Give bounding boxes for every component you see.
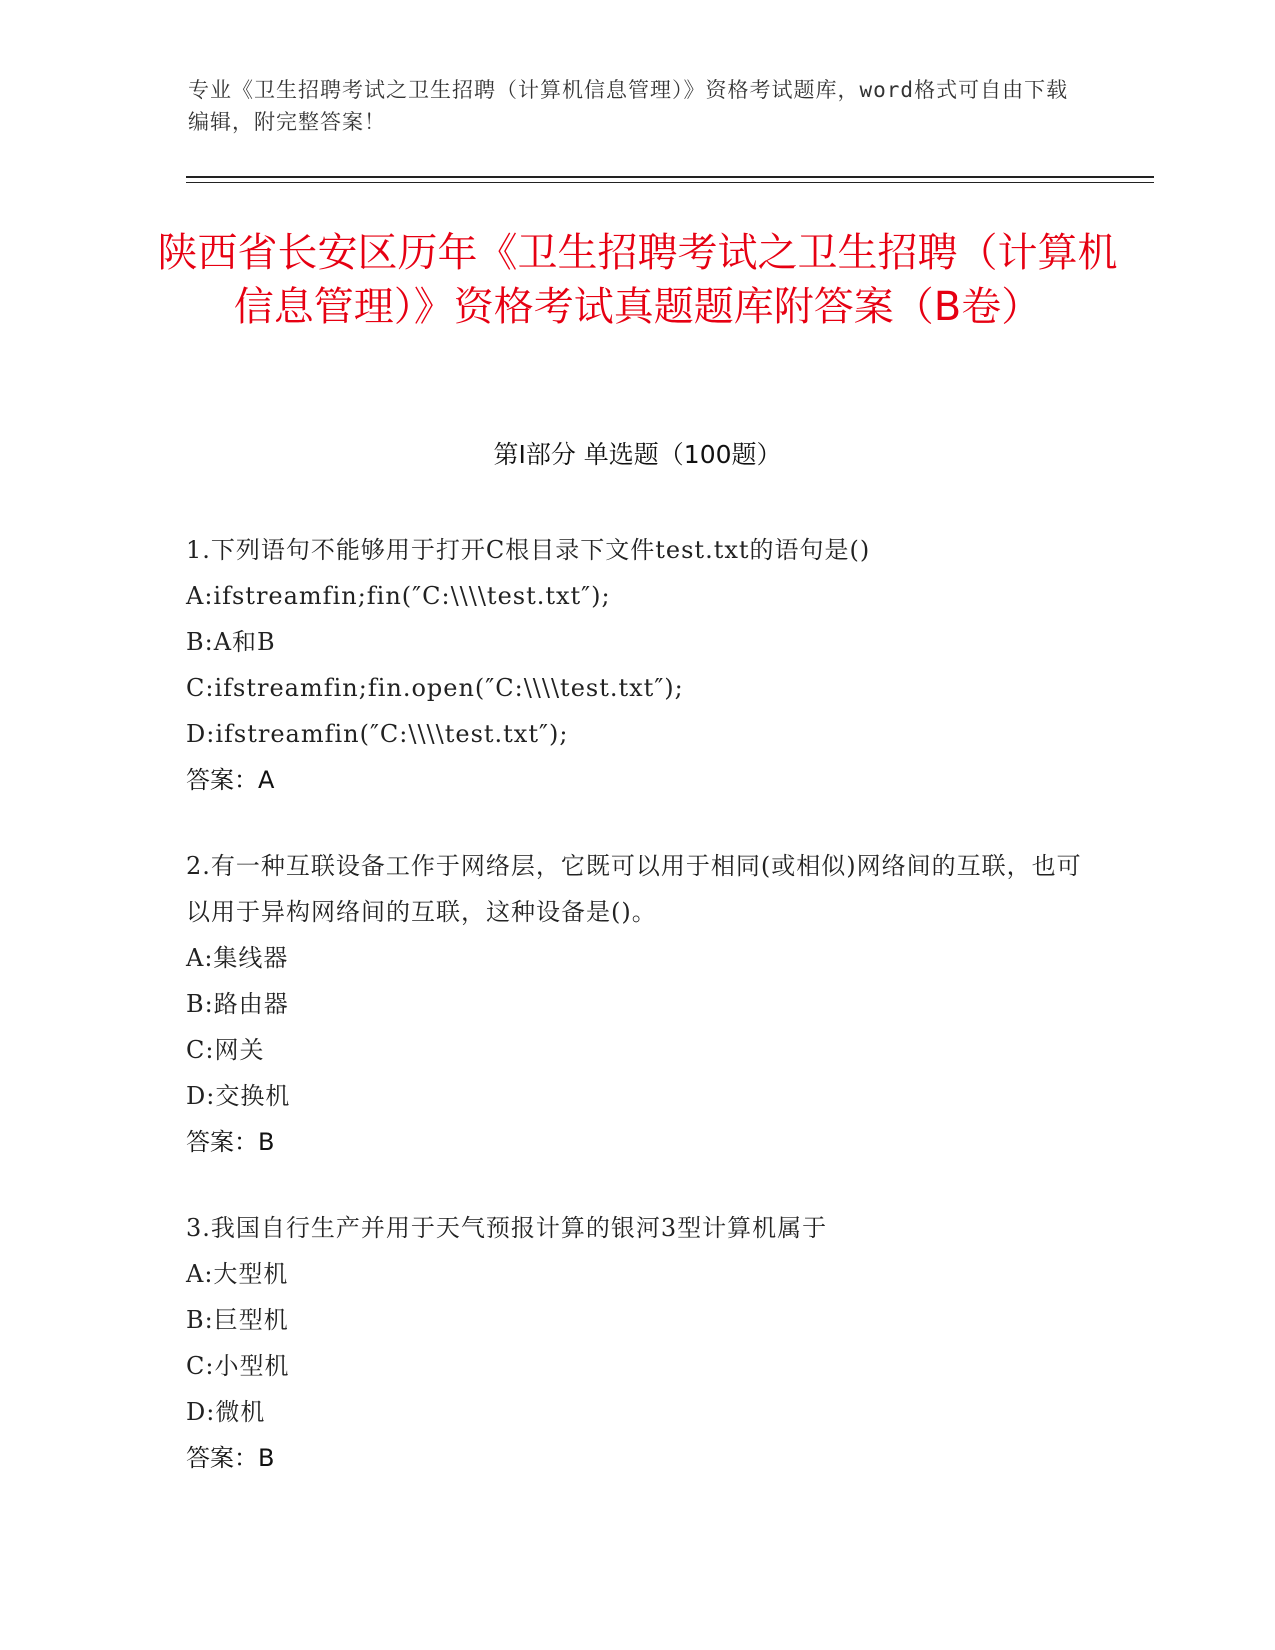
question-option-a: A:ifstreamfin;fin(″C:\\\\test.txt″);	[186, 582, 611, 610]
header-note: 专业《卫生招聘考试之卫生招聘（计算机信息管理）》资格考试题库，word格式可自由下载编辑，附完整答案！	[188, 78, 1069, 134]
question-option-b: B:A和B	[186, 628, 276, 656]
question-option-d: D:微机	[186, 1398, 266, 1426]
question-option-b: B:巨型机	[186, 1306, 289, 1334]
question-option-a: A:集线器	[186, 944, 289, 972]
question-option-d: D:交换机	[186, 1082, 291, 1110]
question-list	[186, 527, 1086, 1521]
question-option-c: C:网关	[186, 1036, 265, 1064]
document-title: 陕西省长安区历年《卫生招聘考试之卫生招聘（计算机信息管理）》资格考试真题题库附答案（B卷）	[157, 230, 1118, 330]
header-divider-thick	[186, 176, 1154, 178]
question-option-b: B:路由器	[186, 990, 289, 1018]
question-answer: 答案：B	[186, 1128, 275, 1156]
header-divider-thin	[186, 182, 1154, 183]
question-answer: 答案：B	[186, 1444, 275, 1472]
question-item-3	[186, 1205, 1086, 1481]
question-stem: 1.下列语句不能够用于打开C根目录下文件test.txt的语句是()	[186, 536, 871, 564]
question-stem: 3.我国自行生产并用于天气预报计算的银河3型计算机属于	[186, 1214, 828, 1242]
question-stem: 2.有一种互联设备工作于网络层，它既可以用于相同(或相似)网络间的互联，也可以用于异构网络间的互联，这种设备是()。	[186, 852, 1082, 926]
question-answer: 答案：A	[186, 766, 275, 794]
question-item-1	[186, 527, 1086, 803]
question-option-c: C:小型机	[186, 1352, 290, 1380]
question-option-c: C:ifstreamfin;fin.open(″C:\\\\test.txt″);	[186, 674, 684, 702]
question-option-a: A:大型机	[186, 1260, 289, 1288]
section-title: 第I部分 单选题（100题）	[493, 440, 782, 469]
question-option-d: D:ifstreamfin(″C:\\\\test.txt″);	[186, 720, 569, 748]
question-item-2	[186, 843, 1086, 1165]
